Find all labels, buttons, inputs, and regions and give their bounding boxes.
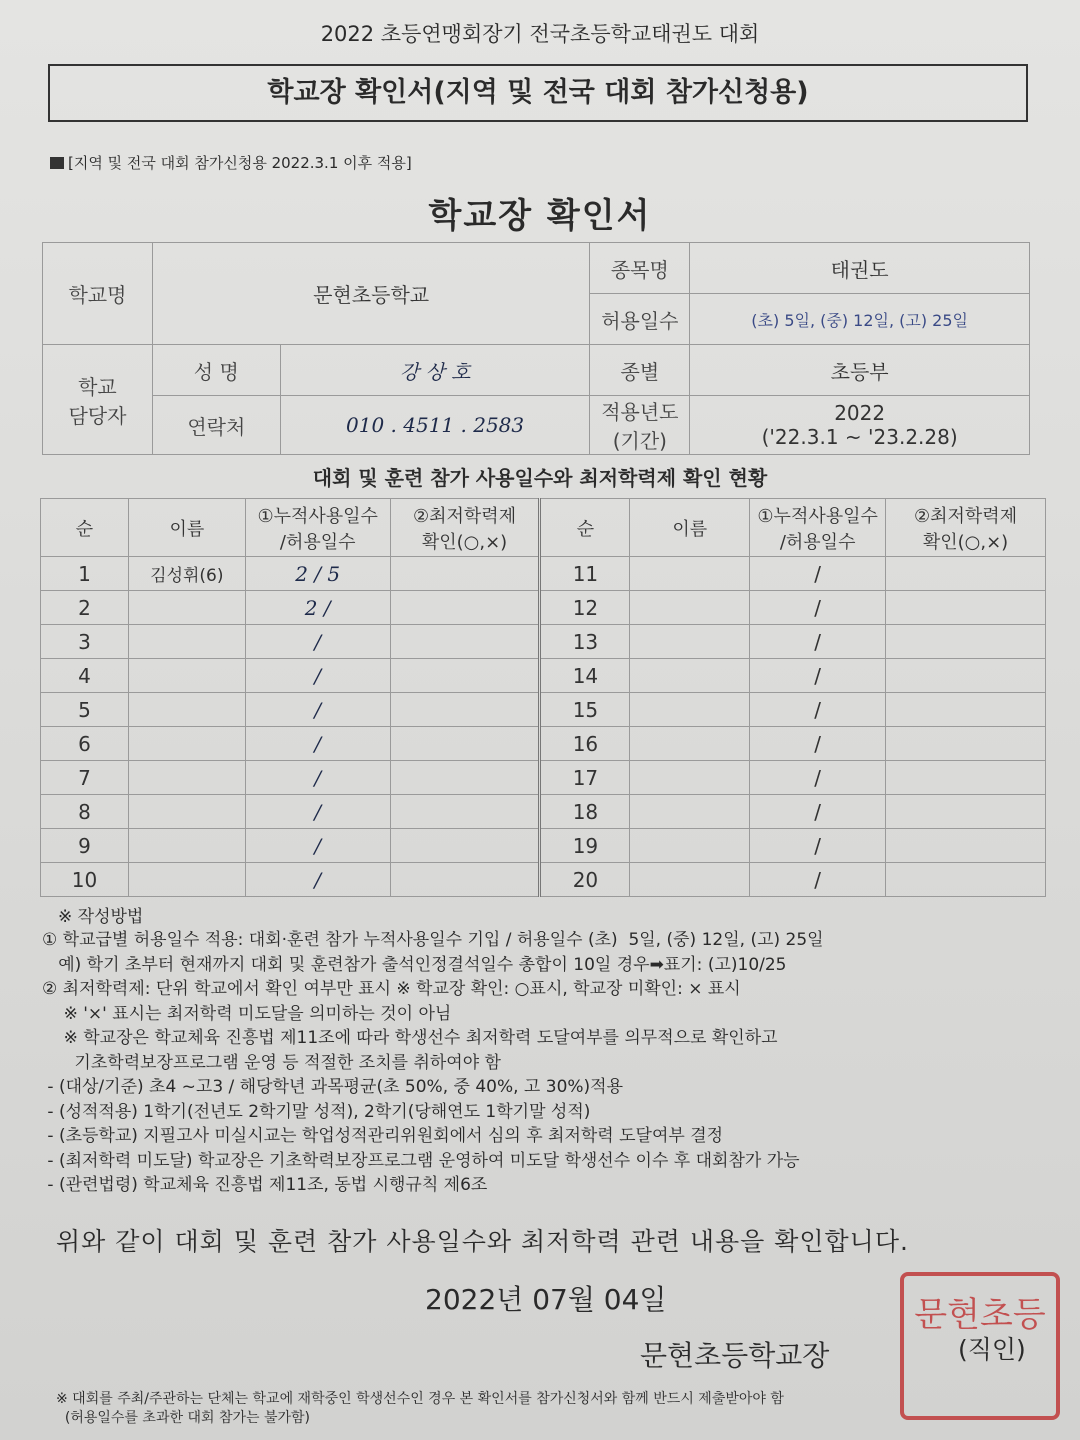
seq-left: 4 [41, 659, 129, 693]
allowed-days-label: 허용일수 [590, 294, 690, 345]
instruction-line: 기초학력보장프로그램 운영 등 적절한 조치를 취하여야 함 [42, 1052, 501, 1073]
col-check-left-line1: ②최저학력제 [413, 505, 517, 527]
seq-right: 19 [540, 829, 630, 863]
seq-left: 10 [41, 863, 129, 897]
student-name-right [630, 693, 750, 727]
col-days-right-line2: /허용일수 [779, 531, 856, 553]
col-name-left: 이름 [128, 499, 245, 557]
col-days-left-line1: ①누적사용일수 [257, 505, 378, 527]
instructions-body [42, 928, 824, 1198]
student-name-left [128, 625, 245, 659]
col-days-right-line1: ①누적사용일수 [757, 505, 878, 527]
school-info-table [42, 242, 1030, 455]
col-days-left-line2: /허용일수 [279, 531, 356, 553]
check-right [886, 727, 1046, 761]
student-name-left: 김성휘(6) [128, 557, 245, 591]
division-value: 초등부 [690, 345, 1030, 396]
col-days-right [750, 499, 886, 557]
seq-left: 7 [41, 761, 129, 795]
school-value: 문현초등학교 [152, 243, 590, 345]
division-label: 종별 [590, 345, 690, 396]
seq-right: 17 [540, 761, 630, 795]
seq-right: 12 [540, 591, 630, 625]
instruction-line: - (초등학교) 지필고사 미실시교는 학업성적관리위원회에서 심의 후 최저학력 도달여부 결정 [42, 1126, 724, 1146]
instruction-line: ※ 학교장은 학교체육 진흥법 제11조에 따라 학생선수 최저학력 도달여부를 의무적으로 확인하고 [42, 1028, 778, 1048]
name-label: 성 명 [152, 345, 280, 396]
student-name-right [630, 727, 750, 761]
col-seq-left: 순 [41, 499, 129, 557]
student-name-right [630, 795, 750, 829]
contact-value: 010 . 4511 . 2583 [280, 396, 590, 455]
seq-right: 16 [540, 727, 630, 761]
check-right [886, 795, 1046, 829]
instruction-line: ※ '×' 표시는 최저학력 미도달을 의미하는 것이 아님 [42, 1003, 452, 1024]
days-right: / [750, 727, 886, 761]
seq-left: 1 [41, 557, 129, 591]
table-row [41, 829, 1046, 863]
days-left: / [245, 863, 390, 897]
check-left [390, 761, 540, 795]
table-row [41, 557, 1046, 591]
issue-date: 2022년 07월 04일 [425, 1283, 667, 1316]
table-row [41, 591, 1046, 625]
seq-left: 5 [41, 693, 129, 727]
check-right [886, 625, 1046, 659]
days-right: / [750, 693, 886, 727]
year-label [590, 396, 690, 455]
student-name-left [128, 659, 245, 693]
seq-left: 8 [41, 795, 129, 829]
days-left: / [245, 829, 390, 863]
col-check-right-line2: 확인(○,×) [922, 531, 1009, 553]
days-left: / [245, 761, 390, 795]
check-left [390, 829, 540, 863]
seq-right: 14 [540, 659, 630, 693]
check-right [886, 863, 1046, 897]
participation-records-table [40, 498, 1046, 897]
instruction-line: - (관련법령) 학교체육 진흥법 제11조, 동법 시행규칙 제6조 [42, 1175, 488, 1195]
seq-right: 11 [540, 557, 630, 591]
manager-label-line2: 담당자 [68, 403, 127, 428]
col-check-right-line1: ②최저학력제 [914, 505, 1018, 527]
manager-name-value: 강 상 호 [280, 345, 590, 396]
competition-title: 2022 초등연맹회장기 전국초등학교태권도 대회 [320, 22, 760, 46]
student-name-right [630, 557, 750, 591]
check-left [390, 659, 540, 693]
check-right [886, 557, 1046, 591]
footer-note [56, 1390, 784, 1428]
check-left [390, 863, 540, 897]
footer-line: (허용일수를 초과한 대회 참가는 불가함) [56, 1410, 311, 1426]
seq-right: 18 [540, 795, 630, 829]
student-name-left [128, 727, 245, 761]
principal-name: 문현초등학교장 [640, 1339, 830, 1372]
days-left: 2 / [245, 591, 390, 625]
days-left: / [245, 625, 390, 659]
check-right [886, 591, 1046, 625]
seal-text: 문현초등 [914, 1295, 1046, 1335]
seq-left: 2 [41, 591, 129, 625]
footer-line: ※ 대회를 주최/주관하는 단체는 학교에 재학중인 학생선수인 경우 본 확인서를 참가신청서와 함께 반드시 제출받아야 함 [56, 1391, 784, 1407]
instruction-line: ② 최저학력제: 단위 학교에서 확인 여부만 표시 ※ 학교장 확인: ○표시, 학교장 미확인: × 표시 [42, 979, 741, 999]
table-row [41, 727, 1046, 761]
seq-left: 9 [41, 829, 129, 863]
col-check-right [886, 499, 1046, 557]
check-left [390, 625, 540, 659]
student-name-left [128, 829, 245, 863]
seq-right: 13 [540, 625, 630, 659]
instruction-line: - (성적적용) 1학기(전년도 2학기말 성적), 2학기(당해연도 1학기말 성적) [42, 1101, 591, 1122]
allowed-days-value: (초) 5일, (중) 12일, (고) 25일 [690, 294, 1030, 345]
year-value-line1: 2022 [834, 401, 886, 425]
check-left [390, 557, 540, 591]
col-seq-right: 순 [540, 499, 630, 557]
confirmation-statement: 위와 같이 대회 및 훈련 참가 사용일수와 최저학력 관련 내용을 확인합니다. [56, 1227, 909, 1256]
seq-right: 15 [540, 693, 630, 727]
manager-label-line1: 학교 [78, 374, 117, 399]
days-right: / [750, 557, 886, 591]
event-label: 종목명 [590, 243, 690, 294]
instruction-line: ① 학교급별 허용일수 적용: 대회·훈련 참가 누적사용일수 기입 / 허용일수 (초) 5일, (중) 12일, (고) 25일 [42, 930, 824, 950]
student-name-right [630, 591, 750, 625]
instruction-line: - (최저학력 미도달) 학교장은 기초학력보장프로그램 운영하여 미도달 학생선수 이수 후 대회참가 가능 [42, 1150, 800, 1171]
col-check-left-line2: 확인(○,×) [421, 531, 508, 553]
year-value-line2: ('22.3.1 ~ '23.2.28) [761, 425, 958, 449]
days-right: / [750, 795, 886, 829]
student-name-left [128, 863, 245, 897]
table-row [41, 693, 1046, 727]
school-label: 학교명 [43, 243, 153, 345]
check-left [390, 591, 540, 625]
days-right: / [750, 625, 886, 659]
year-value [690, 396, 1030, 455]
table-row [41, 625, 1046, 659]
check-left [390, 693, 540, 727]
student-name-right [630, 625, 750, 659]
days-left: / [245, 727, 390, 761]
instructions-title: ※ 작성방법 [58, 907, 144, 927]
student-name-right [630, 863, 750, 897]
table-row [41, 761, 1046, 795]
student-name-left [128, 795, 245, 829]
check-right [886, 829, 1046, 863]
application-note-text: [지역 및 전국 대회 참가신청용 2022.3.1 이후 적용] [68, 154, 412, 172]
days-left: / [245, 795, 390, 829]
application-note [50, 152, 412, 173]
check-left [390, 727, 540, 761]
col-name-right: 이름 [630, 499, 750, 557]
student-name-right [630, 829, 750, 863]
col-days-left [245, 499, 390, 557]
days-right: / [750, 863, 886, 897]
check-right [886, 693, 1046, 727]
days-left: 2 / 5 [245, 557, 390, 591]
seq-left: 6 [41, 727, 129, 761]
stamp-label: (직인) [958, 1335, 1026, 1364]
records-header-row [41, 499, 1046, 557]
student-name-right [630, 659, 750, 693]
student-name-left [128, 761, 245, 795]
table-row [41, 659, 1046, 693]
check-right [886, 761, 1046, 795]
records-section-title: 대회 및 훈련 참가 사용일수와 최저학력제 확인 현황 [312, 466, 768, 490]
year-label-line2: (기간) [612, 429, 667, 453]
days-right: / [750, 659, 886, 693]
table-row [41, 795, 1046, 829]
days-right: / [750, 591, 886, 625]
days-left: / [245, 693, 390, 727]
instruction-line: - (대상/기준) 초4 ~고3 / 해당학년 과목평균(초 50%, 중 40%, 고 30%)적용 [42, 1077, 624, 1097]
days-right: / [750, 829, 886, 863]
form-heading: 학교장 확인서 [428, 196, 652, 236]
days-left: / [245, 659, 390, 693]
manager-label [43, 345, 153, 455]
col-check-left [390, 499, 540, 557]
square-bullet-icon [50, 157, 64, 169]
student-name-left [128, 591, 245, 625]
table-row [41, 863, 1046, 897]
year-label-line1: 적용년도 [601, 400, 679, 424]
event-value: 태권도 [690, 243, 1030, 294]
check-right [886, 659, 1046, 693]
document-title-box: 학교장 확인서(지역 및 전국 대회 참가신청용) [48, 64, 1028, 122]
seq-left: 3 [41, 625, 129, 659]
contact-label: 연락처 [152, 396, 280, 455]
student-name-right [630, 761, 750, 795]
seq-right: 20 [540, 863, 630, 897]
check-left [390, 795, 540, 829]
days-right: / [750, 761, 886, 795]
instruction-line: 예) 학기 초부터 현재까지 대회 및 훈련참가 출석인정결석일수 총합이 10일 경우➡표기: (고)10/25 [42, 954, 787, 975]
student-name-left [128, 693, 245, 727]
